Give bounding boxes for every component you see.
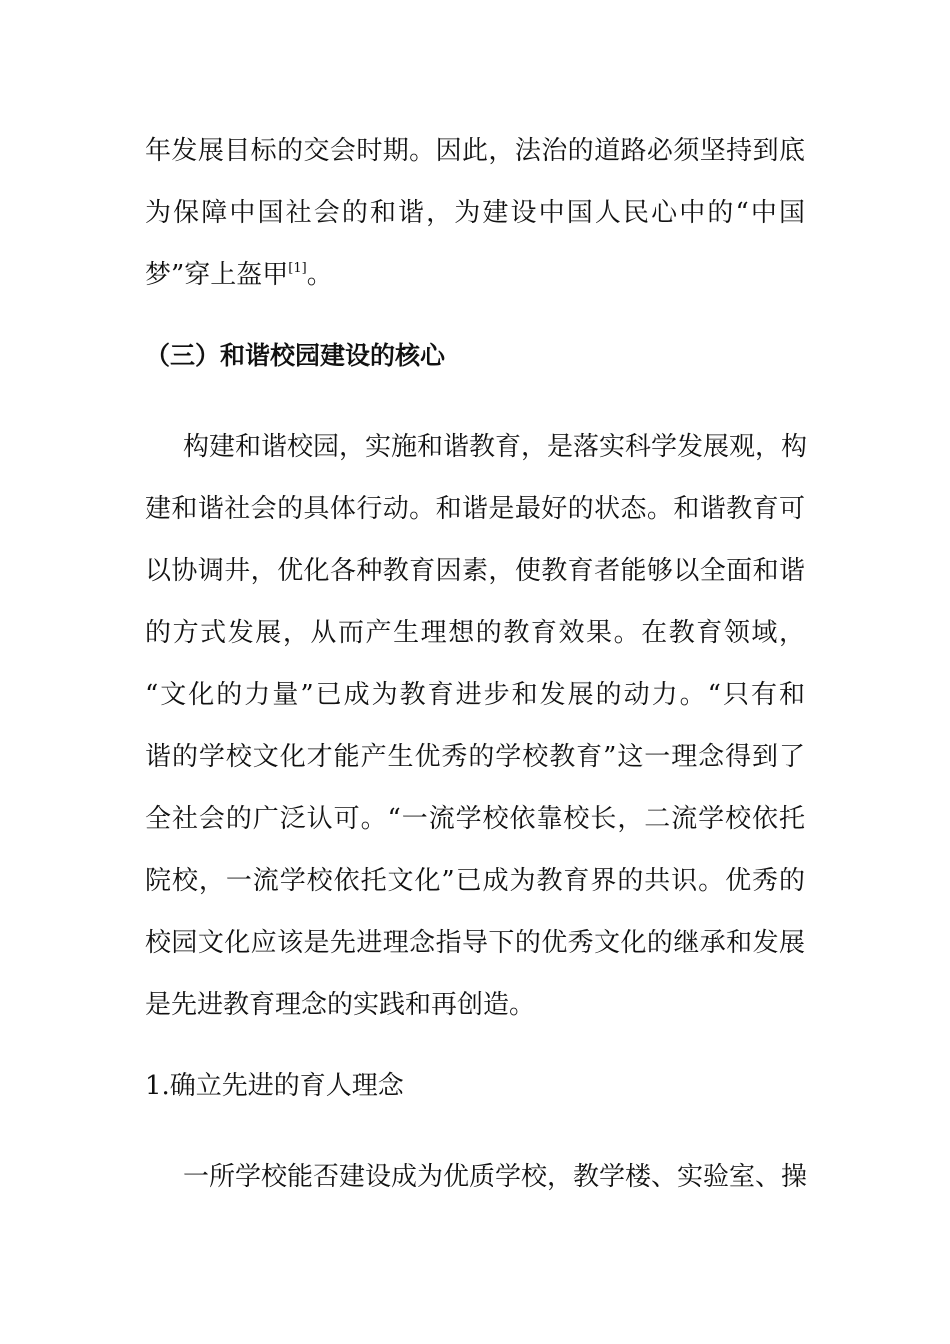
- paragraph-line: 的方式发展，从而产生理想的教育效果。在教育领域，: [145, 618, 805, 648]
- body-text-line: 年发展目标的交会时期。因此，法治的道路必须坚持到底: [145, 136, 805, 166]
- body-text-line: [145, 258, 805, 292]
- paragraph-line: 一所学校能否建设成为优质学校，教学楼、实验室、操: [183, 1162, 808, 1192]
- paragraph-line: 全社会的广泛认可。“一流学校依靠校长，二流学校依托: [145, 804, 805, 834]
- citation-marker: [1]: [288, 261, 307, 276]
- body-text-line: 为保障中国社会的和谐，为建设中国人民心中的“中国: [145, 198, 805, 228]
- paragraph-line: 谐的学校文化才能产生优秀的学校教育”这一理念得到了: [145, 742, 805, 772]
- paragraph-line: 构建和谐校园，实施和谐教育，是落实科学发展观，构: [183, 432, 808, 462]
- body-text-fragment: 。: [306, 260, 333, 290]
- paragraph-line: 以协调井，优化各种教育因素，使教育者能够以全面和谐: [145, 556, 805, 586]
- paragraph-line: 校园文化应该是先进理念指导下的优秀文化的继承和发展: [145, 928, 805, 958]
- body-text-fragment: 梦”穿上盔甲: [145, 260, 289, 290]
- subheading: 1.确立先进的育人理念: [145, 1071, 404, 1101]
- paragraph-line: 建和谐社会的具体行动。和谐是最好的状态。和谐教育可: [145, 494, 805, 524]
- paragraph-line: 是先进教育理念的实践和再创造。: [145, 990, 536, 1020]
- section-heading: （三）和谐校园建设的核心: [145, 341, 446, 370]
- paragraph-line: 院校，一流学校依托文化”已成为教育界的共识。优秀的: [145, 866, 805, 896]
- paragraph-line: “文化的力量”已成为教育进步和发展的动力。“只有和: [145, 680, 805, 710]
